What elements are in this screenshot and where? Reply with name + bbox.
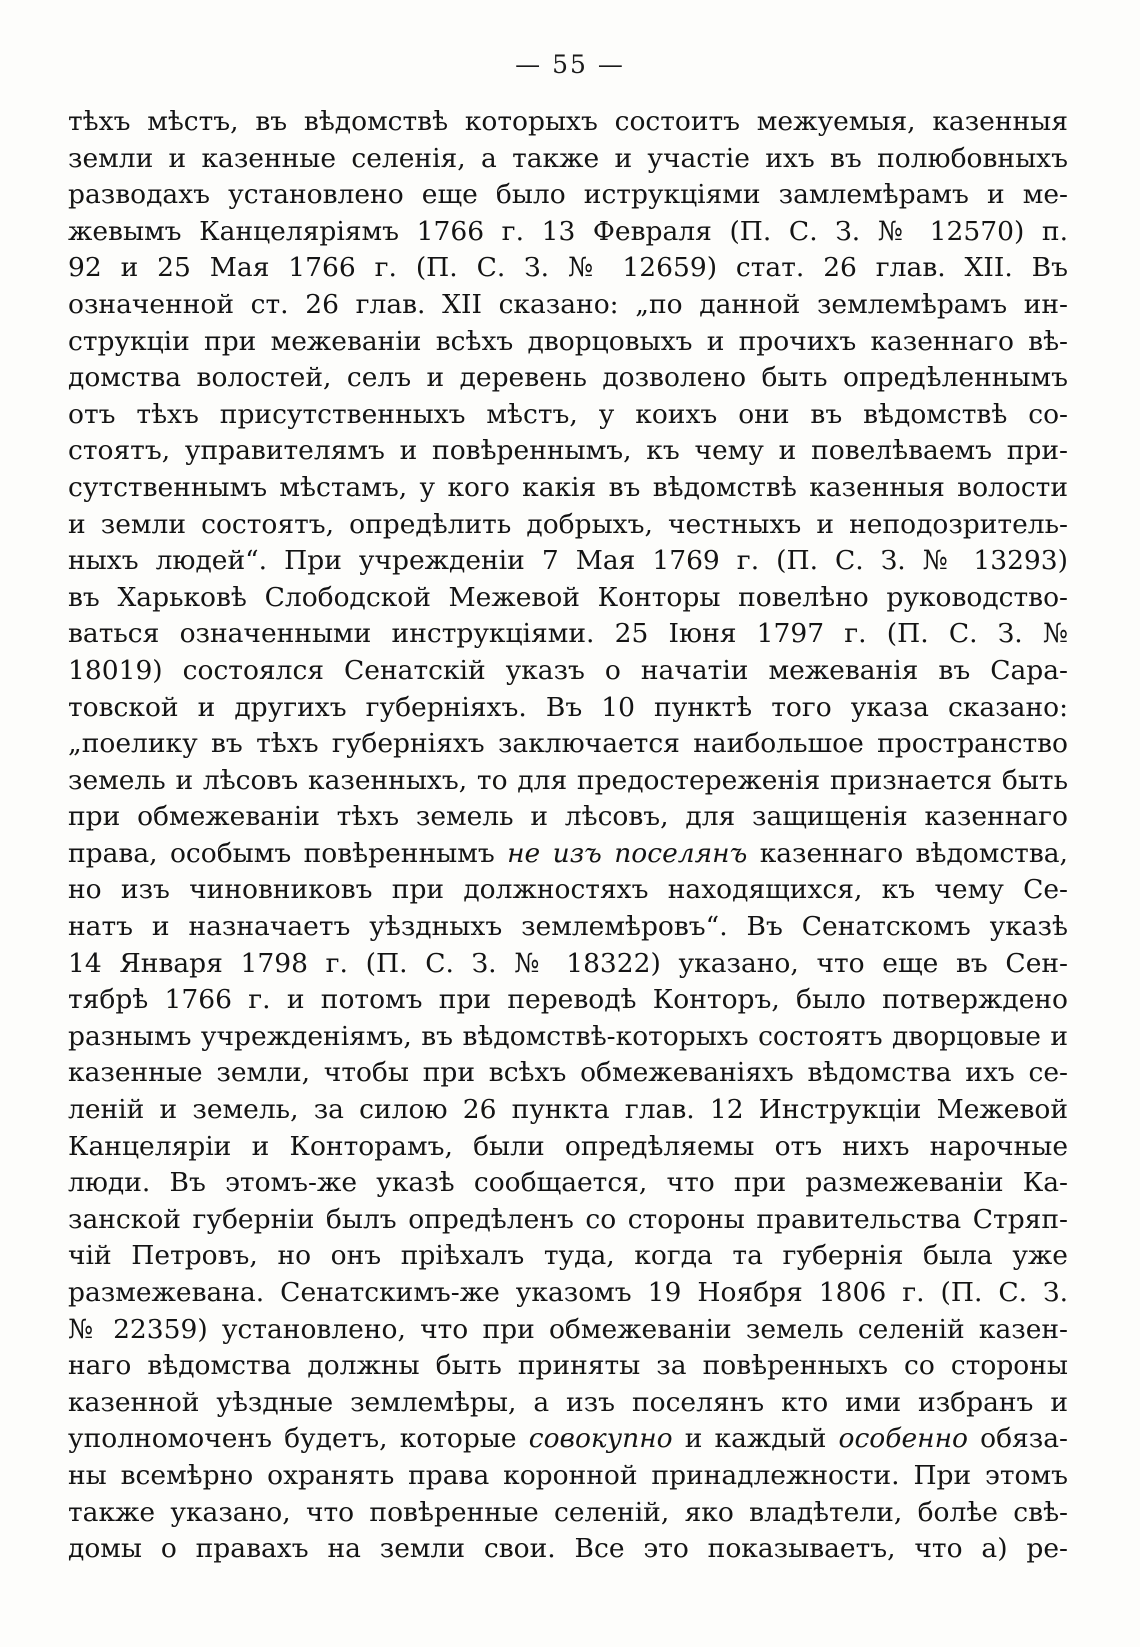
text-segment: люди. Въ этомъ-же указѣ сообщается, что при размежеваніи Ка- bbox=[68, 1167, 1068, 1199]
text-line bbox=[68, 1312, 1068, 1349]
text-segment: въ Харьковѣ Слободской Межевой Конторы повелѣно руководство- bbox=[68, 581, 1068, 613]
text-line bbox=[68, 141, 1068, 178]
text-segment: и земли состоятъ, опредѣлить добрыхъ, честныхъ и неподозритель- bbox=[68, 508, 1068, 540]
text-segment: натъ и назначаетъ уѣздныхъ землемѣровъ“. Въ Сенатскомъ указѣ bbox=[68, 911, 1068, 943]
text-segment: но изъ чиновниковъ при должностяхъ находящихся, къ чему Се- bbox=[68, 874, 1068, 906]
text-segment: размежевана. Сенатскимъ-же указомъ 19 Ноября 1806 г. (П. С. З. bbox=[68, 1277, 1068, 1308]
text-segment: „поелику въ тѣхъ губерніяхъ заключается наибольшое пространство bbox=[68, 728, 1068, 760]
text-line bbox=[68, 1019, 1068, 1056]
text-segment: домства волостей, селъ и деревень дозволено быть опредѣленнымъ bbox=[68, 362, 1068, 394]
text-segment: при обмежеваніи тѣхъ земель и лѣсовъ, для защищенія казеннаго bbox=[68, 801, 1068, 833]
text-segment: также указано, что повѣренные селеній, яко владѣтели, болѣе свѣ- bbox=[68, 1496, 1068, 1528]
text-segment: ваться означенными инструкціями. 25 Іюня 1797 г. (П. С. З. № bbox=[68, 618, 1068, 650]
text-line bbox=[68, 1092, 1068, 1129]
text-line bbox=[68, 1385, 1068, 1422]
text-line bbox=[68, 470, 1068, 507]
text-line bbox=[68, 1165, 1068, 1202]
text-line bbox=[68, 580, 1068, 617]
text-segment: разнымъ учрежденіямъ, въ вѣдомствѣ-которыхъ состоятъ дворцовые и bbox=[68, 1020, 1068, 1052]
body-text bbox=[68, 104, 1068, 1568]
text-segment: казенной уѣздные землемѣры, а изъ поселянъ кто ими избранъ и bbox=[68, 1386, 1068, 1418]
text-line bbox=[68, 690, 1068, 727]
text-line bbox=[68, 507, 1068, 544]
text-segment: ны всемѣрно охранять права коронной принадлежности. При этомъ bbox=[68, 1459, 1068, 1491]
text-segment: казеннаго вѣдомства, bbox=[747, 837, 1068, 869]
text-segment: разводахъ установлено еще было иструкціями замлемѣрамъ и ме- bbox=[68, 179, 1068, 211]
page-number: — 55 — bbox=[515, 50, 625, 79]
text-line bbox=[68, 1348, 1068, 1385]
text-line bbox=[68, 1129, 1068, 1166]
text-segment: земли и казенные селенія, а также и участіе ихъ въ полюбовныхъ bbox=[68, 142, 1068, 174]
text-line bbox=[68, 1202, 1068, 1239]
text-line bbox=[68, 653, 1068, 690]
text-segment: чій Петровъ, но онъ пріѣхалъ туда, когда та губернія была уже bbox=[68, 1240, 1068, 1272]
text-segment: наго вѣдомства должны быть приняты за повѣренныхъ со стороны bbox=[68, 1350, 1068, 1382]
text-segment: домы о правахъ на земли свои. Все это показываетъ, что а) ре- bbox=[68, 1533, 1068, 1565]
text-line bbox=[68, 360, 1068, 397]
text-segment: Канцеляріи и Конторамъ, были опредѣляемы отъ нихъ нарочные bbox=[68, 1130, 1068, 1162]
text-segment: тѣхъ мѣстъ, въ вѣдомствѣ которыхъ состоитъ межуемыя, казенныя bbox=[68, 106, 1068, 137]
text-line bbox=[68, 104, 1068, 141]
text-segment: 92 и 25 Мая 1766 г. (П. С. З. № 12659) стат. 26 глав. XII. Въ bbox=[68, 252, 1068, 284]
text-line bbox=[68, 1421, 1068, 1458]
text-segment: № 22359) установлено, что при обмежеваніи земель селеній казен- bbox=[68, 1313, 1068, 1345]
text-line bbox=[68, 177, 1068, 214]
text-segment: и каждый bbox=[672, 1423, 839, 1455]
italic-text: не изъ поселянъ bbox=[507, 837, 748, 869]
text-line bbox=[68, 1458, 1068, 1495]
text-line bbox=[68, 397, 1068, 434]
text-segment: уполномоченъ будетъ, которые bbox=[68, 1423, 529, 1455]
text-line bbox=[68, 1238, 1068, 1275]
text-line bbox=[68, 616, 1068, 653]
text-line bbox=[68, 946, 1068, 983]
text-line bbox=[68, 982, 1068, 1019]
text-line bbox=[68, 1495, 1068, 1532]
text-segment: товской и другихъ губерніяхъ. Въ 10 пунктѣ того указа сказано: bbox=[68, 691, 1068, 723]
text-segment: обяза- bbox=[968, 1423, 1068, 1455]
text-segment: занской губерніи былъ опредѣленъ со стороны правительства Стряп- bbox=[68, 1203, 1068, 1235]
text-line bbox=[68, 1275, 1068, 1312]
text-line bbox=[68, 433, 1068, 470]
text-segment: 14 Января 1798 г. (П. С. З. № 18322) указано, что еще въ Сен- bbox=[68, 947, 1068, 979]
text-line bbox=[68, 909, 1068, 946]
text-segment: казенные земли, чтобы при всѣхъ обмежеваніяхъ вѣдомства ихъ се- bbox=[68, 1057, 1068, 1089]
text-segment: земель и лѣсовъ казенныхъ, то для предостереженія признается быть bbox=[68, 764, 1068, 796]
text-segment: струкціи при межеваніи всѣхъ дворцовыхъ и прочихъ казеннаго вѣ- bbox=[68, 325, 1068, 357]
italic-text: особенно bbox=[838, 1423, 968, 1455]
text-segment: сутственнымъ мѣстамъ, у кого какія въ вѣдомствѣ казенныя волости bbox=[68, 471, 1068, 503]
text-line bbox=[68, 726, 1068, 763]
text-line bbox=[68, 543, 1068, 580]
text-segment: ныхъ людей“. При учрежденіи 7 Мая 1769 г. (П. С. З. № 13293) bbox=[68, 545, 1068, 577]
text-line bbox=[68, 836, 1068, 873]
text-segment: 18019) состоялся Сенатскій указъ о начатіи межеванія въ Сара- bbox=[68, 654, 1068, 686]
text-segment: означенной ст. 26 глав. XII сказано: „по данной землемѣрамъ ин- bbox=[68, 288, 1068, 320]
text-segment: жевымъ Канцеляріямъ 1766 г. 13 Февраля (П. С. З. № 12570) п. bbox=[68, 215, 1068, 247]
text-line bbox=[68, 799, 1068, 836]
italic-text: совокупно bbox=[528, 1423, 673, 1455]
text-line bbox=[68, 1055, 1068, 1092]
text-line bbox=[68, 287, 1068, 324]
text-line bbox=[68, 872, 1068, 909]
text-line bbox=[68, 324, 1068, 361]
text-segment: леній и земель, за силою 26 пункта глав. 12 Инструкціи Межевой bbox=[68, 1094, 1068, 1126]
text-line bbox=[68, 214, 1068, 251]
text-line bbox=[68, 1531, 1068, 1568]
text-line bbox=[68, 250, 1068, 287]
text-segment: тябрѣ 1766 г. и потомъ при переводѣ Конторъ, было потверждено bbox=[68, 984, 1068, 1016]
text-segment: права, особымъ повѣреннымъ bbox=[68, 837, 508, 869]
text-segment: стоятъ, управителямъ и повѣреннымъ, къ чему и повелѣваемъ при- bbox=[68, 435, 1068, 467]
text-segment: отъ тѣхъ присутственныхъ мѣстъ, у коихъ они въ вѣдомствѣ со- bbox=[68, 398, 1068, 430]
text-line bbox=[68, 763, 1068, 800]
